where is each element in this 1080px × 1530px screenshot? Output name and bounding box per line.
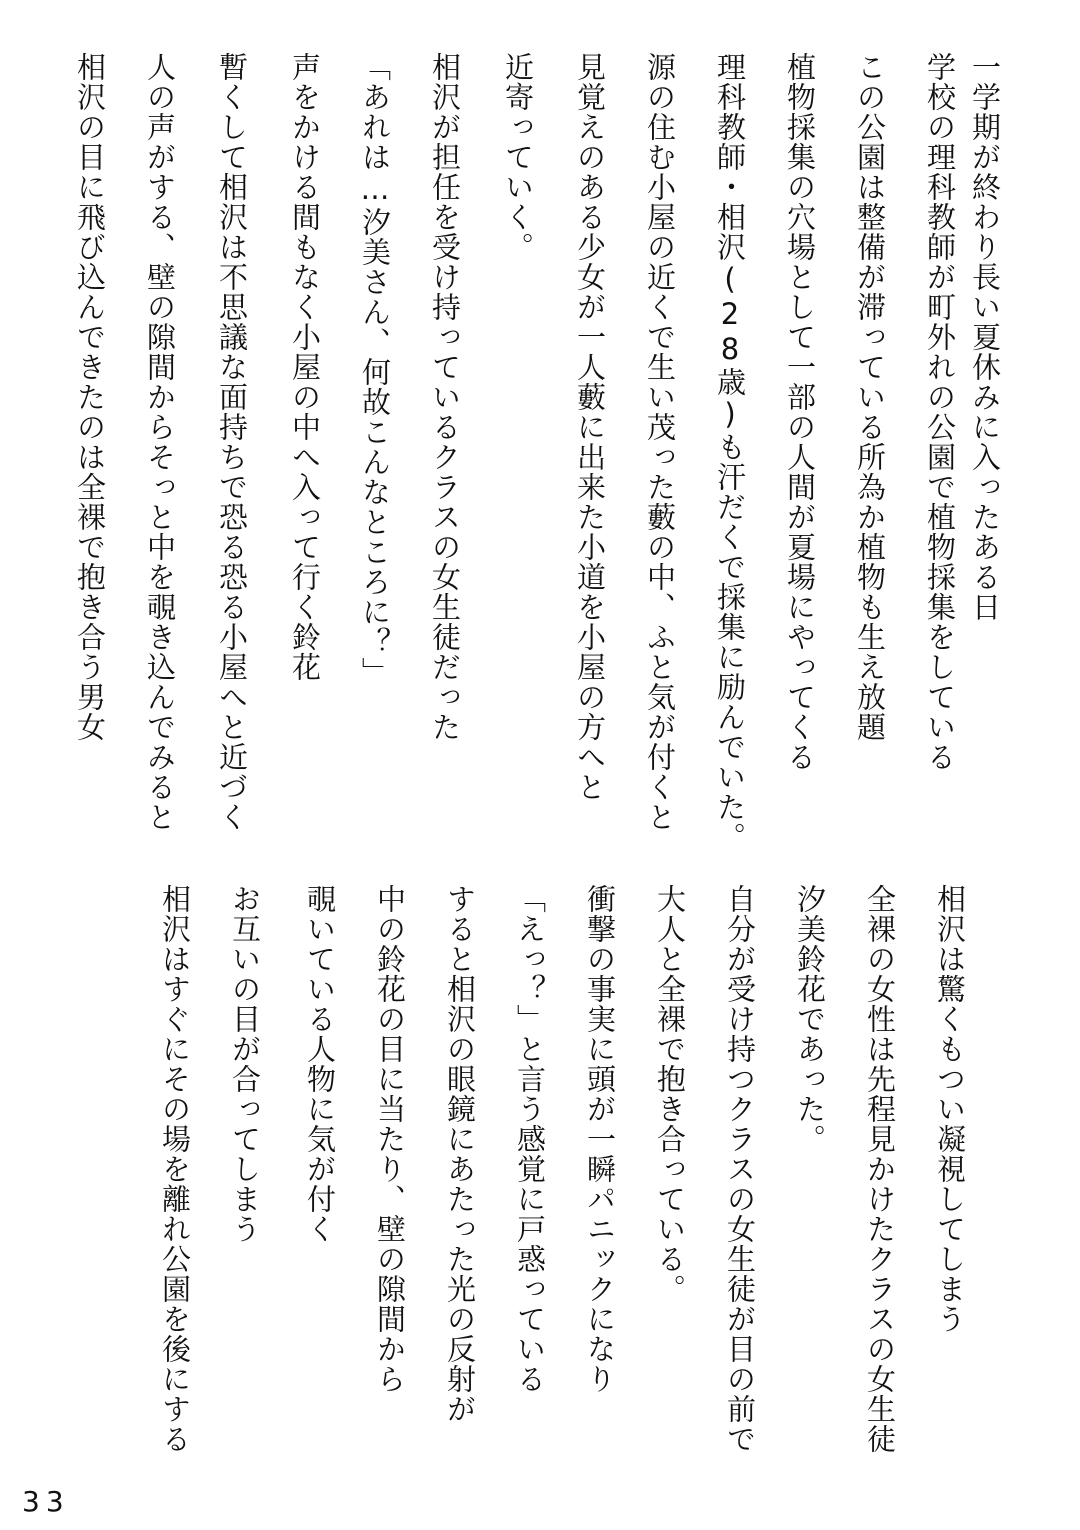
text-column: 源の住む小屋の近くで生い茂った藪の中、ふと気が付くと <box>643 52 677 832</box>
text-column: 覗いている人物に気が付く <box>303 884 337 1244</box>
text-column: 「あれは…汐美さん、何故こんなところに？」 <box>358 52 392 687</box>
text-column: 中の鈴花の目に当たり、壁の隙間から <box>373 884 407 1394</box>
text-column: お互いの目が合ってしまう <box>228 884 262 1244</box>
page-number: 33 <box>22 1485 70 1518</box>
text-column: 一学期が終わり長い夏休みに入ったある日 <box>968 52 1002 622</box>
text-column: 「えっ？」と言う感覚に戸惑っている <box>513 884 547 1394</box>
text-column: 衝撃の事実に頭が一瞬パニックになり <box>583 884 617 1394</box>
text-column: 見覚えのある少女が一人藪に出来た小道を小屋の方へと <box>573 52 607 802</box>
text-column: 理科教師・相沢(28歳)も汗だくで採集に励んでいた。 <box>713 52 747 852</box>
text-column: すると相沢の眼鏡にあたった光の反射が <box>443 884 477 1424</box>
text-column: 近寄っていく。 <box>501 52 535 262</box>
text-column: この公園は整備が滞っている所為か植物も生え放題 <box>853 52 887 742</box>
text-column: 声をかける間もなく小屋の中へ入って行く鈴花 <box>288 52 322 682</box>
text-column: 人の声がする、壁の隙間からそっと中を覗き込んでみると <box>143 52 177 832</box>
text-column: 暫くして相沢は不思議な面持ちで恐る恐る小屋へと近づく <box>215 52 249 832</box>
text-column: 相沢は驚くもつい凝視してしまう <box>933 884 967 1334</box>
text-column: 全裸の女性は先程見かけたクラスの女生徒 <box>863 884 897 1454</box>
text-column: 大人と全裸で抱き合っている。 <box>653 884 687 1304</box>
text-column: 相沢が担任を受け持っているクラスの女生徒だった <box>428 52 462 742</box>
text-column: 自分が受け持つクラスの女生徒が目の前で <box>723 884 757 1454</box>
text-column: 植物採集の穴場として一部の人間が夏場にやってくる <box>783 52 817 772</box>
text-column: 相沢はすぐにその場を離れ公園を後にする <box>158 884 192 1454</box>
text-column: 学校の理科教師が町外れの公園で植物採集をしている <box>923 52 957 772</box>
text-column: 汐美鈴花であった。 <box>793 884 827 1154</box>
text-column: 相沢の目に飛び込んできたのは全裸で抱き合う男女 <box>73 52 107 742</box>
